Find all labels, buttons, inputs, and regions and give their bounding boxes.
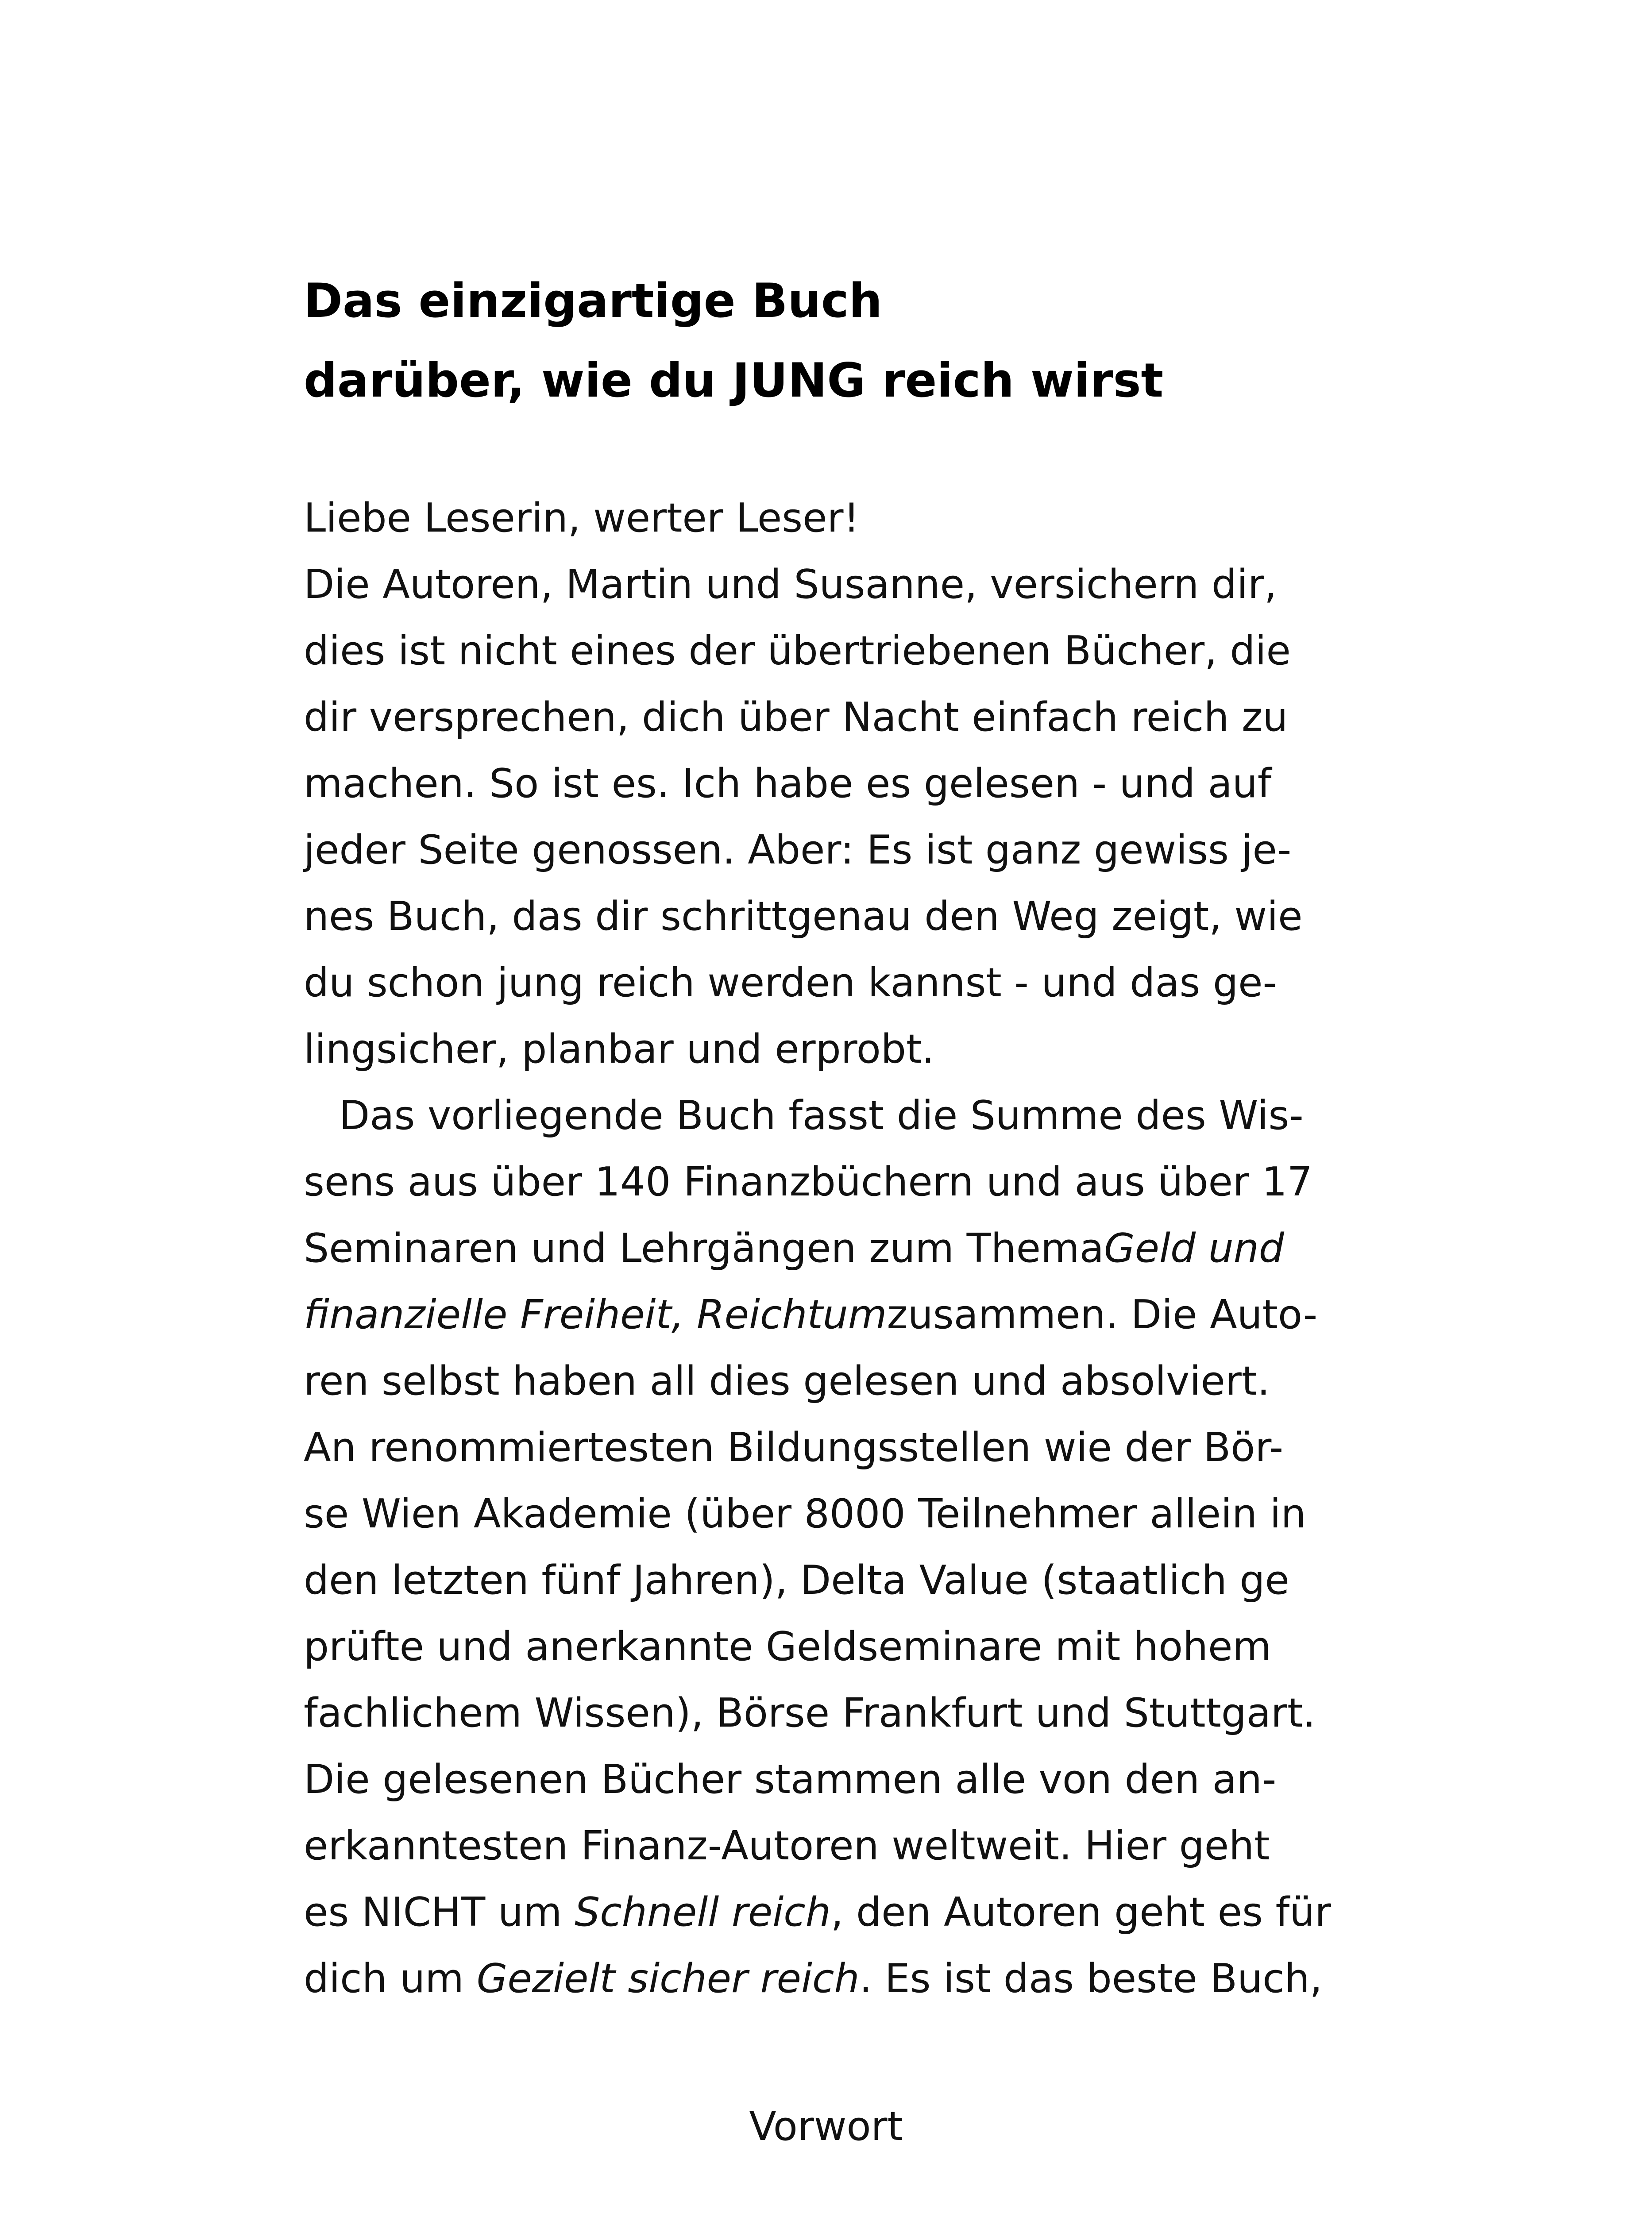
text-line: machen. So ist es. Ich habe es gelesen - und auf [304, 760, 1272, 807]
italic-phrase: Geld und [1104, 1225, 1284, 1272]
text-line: du schon jung reich werden kannst - und das ge- [304, 960, 1278, 1006]
text-line: Das vorliegende Buch fasst die Summe des Wis- [339, 1092, 1304, 1139]
text-line: den letzten fünf Jahren), Delta Value (staatlich ge [304, 1557, 1289, 1604]
italic-phrase: finanzielle Freiheit, Reichtum [304, 1292, 887, 1338]
text-line: dir versprechen, dich über Nacht einfach reich zu [304, 694, 1288, 740]
text-line: erkanntesten Finanz-Autoren weltweit. Hier geht [304, 1823, 1270, 1869]
text-segment: zusammen. Die Auto- [887, 1292, 1318, 1338]
body-text [304, 485, 1375, 2012]
heading-line-1: Das einzigartige Buch [304, 274, 883, 328]
text-line [304, 1946, 1375, 2012]
text-line: sens aus über 140 Finanzbüchern und aus über 17 [304, 1159, 1313, 1205]
italic-phrase: Gezielt sicher reich [476, 1955, 860, 2002]
text-line: ren selbst haben all dies gelesen und absolviert. [304, 1358, 1270, 1404]
text-segment: es NICHT um [304, 1889, 575, 1935]
text-line: Liebe Leserin, werter Leser! [304, 495, 860, 541]
text-segment: . Es ist das beste Buch, [859, 1955, 1323, 2002]
italic-phrase: Schnell reich [575, 1889, 831, 1935]
text-line [304, 1282, 1375, 1348]
heading-line-2: darüber, wie du JUNG reich wirst [304, 353, 1164, 408]
text-line: nes Buch, das dir schrittgenau den Weg zeigt, wie [304, 893, 1303, 940]
text-line [304, 1879, 1375, 1946]
text-segment: dich um [304, 1955, 477, 2002]
text-line: prüfte und anerkannte Geldseminare mit hohem [304, 1623, 1272, 1670]
text-line: jeder Seite genossen. Aber: Es ist ganz gewiss je- [304, 827, 1292, 873]
text-segment: , den Autoren geht es für [830, 1889, 1332, 1935]
text-line: fachlichem Wissen), Börse Frankfurt und Stuttgart. [304, 1690, 1316, 1736]
text-line: lingsicher, planbar und erprobt. [304, 1026, 934, 1072]
text-line: Die Autoren, Martin und Susanne, versichern dir, [304, 561, 1277, 608]
running-footer: Vorwort [749, 2103, 903, 2150]
text-line: An renommiertesten Bildungsstellen wie der Bör- [304, 1424, 1284, 1471]
text-segment: Seminaren und Lehrgängen zum Thema [304, 1225, 1104, 1272]
text-line: dies ist nicht eines der übertriebenen Bücher, die [304, 628, 1291, 674]
text-line [304, 1215, 1375, 1282]
chapter-heading [304, 261, 1163, 420]
text-line: Die gelesenen Bücher stammen alle von den an- [304, 1756, 1277, 1803]
text-line: se Wien Akademie (über 8000 Teilnehmer allein in [304, 1491, 1306, 1537]
